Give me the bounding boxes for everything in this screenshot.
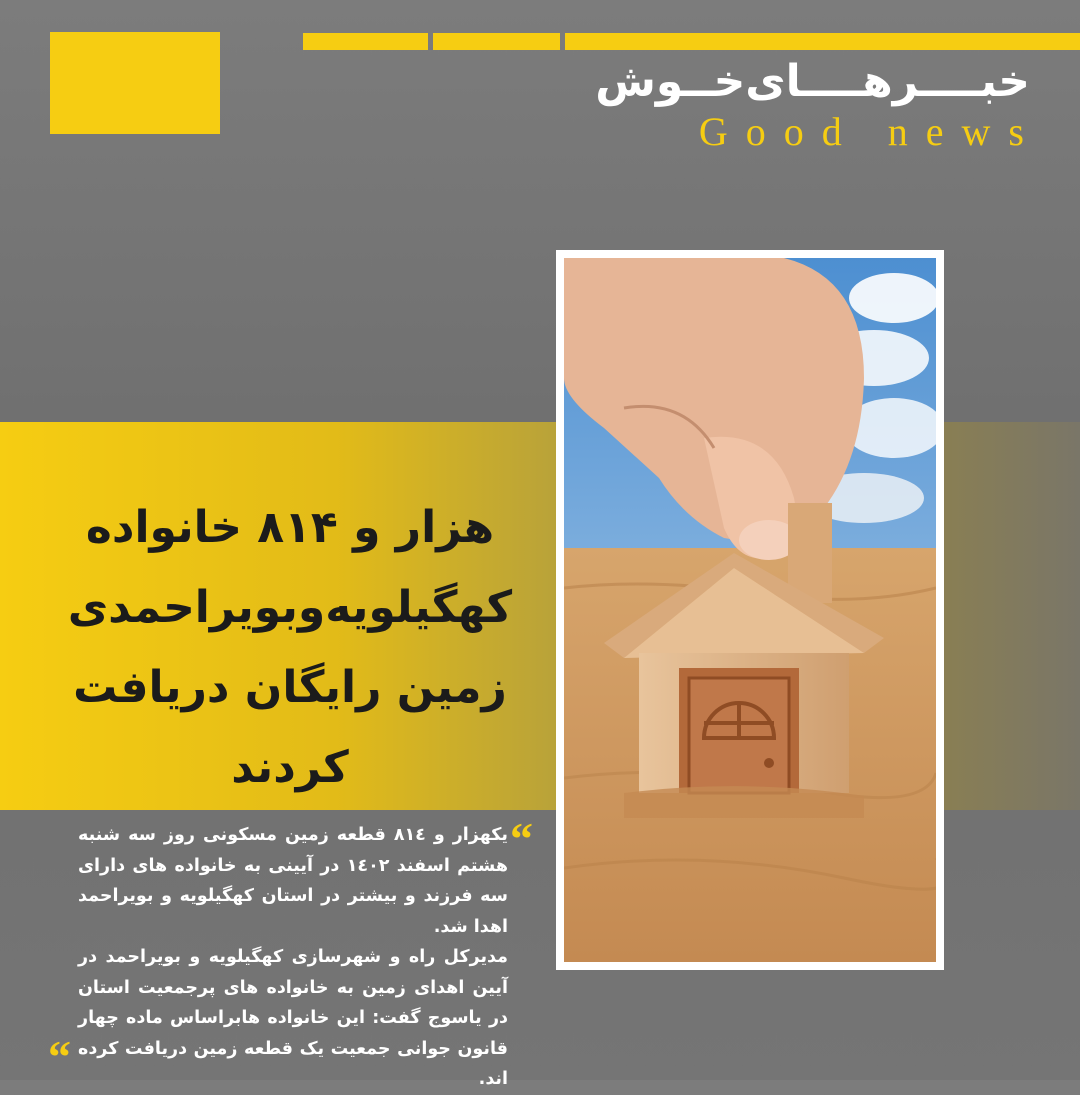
brand-title-en: Good news — [698, 109, 1042, 154]
top-bar-segment — [433, 33, 560, 50]
house-photo — [564, 258, 936, 962]
article-paragraph: یکهزار و ۸۱٤ قطعه زمین مسکونی روز سه شنبه هشتم اسفند ۱٤۰۲ در آیینی به خانواده های دارای سه فرزند و بیشتر در استان کهگیلویه و بویراحمد اهدا شد. — [78, 825, 508, 937]
close-quote-mark: “ — [48, 1031, 71, 1082]
house-illustration — [564, 258, 936, 962]
brand-logo — [595, 54, 1042, 154]
photo-frame — [556, 250, 944, 970]
headline — [40, 488, 540, 808]
top-bar-segment — [565, 33, 1080, 50]
accent-square — [50, 32, 220, 134]
open-quote-mark: “ — [510, 813, 533, 864]
headline-band-right — [935, 422, 1080, 810]
top-bar-segment — [303, 33, 428, 50]
article-paragraph: مدیرکل راه و شهرسازی کهگیلویه و بویراحمد در آیین اهدای زمین به خانواده های پرجمعیت استان در یاسوج گفت: این خانواده هابراساس ماده چهار قانون جوانی جمعیت یک قطعه زمین دریافت کرده اند. — [78, 947, 508, 1089]
headline-line: کهگیلویه‌وبویراحمدی — [67, 582, 513, 633]
brand-title-fa: خبــــرهــــای‌خــوش — [595, 56, 1030, 107]
headline-line: هزار و ۸۱۴ خانواده — [85, 502, 495, 553]
article-body — [78, 820, 508, 1095]
headline-line: زمین رایگان دریافت کردند — [73, 662, 507, 793]
